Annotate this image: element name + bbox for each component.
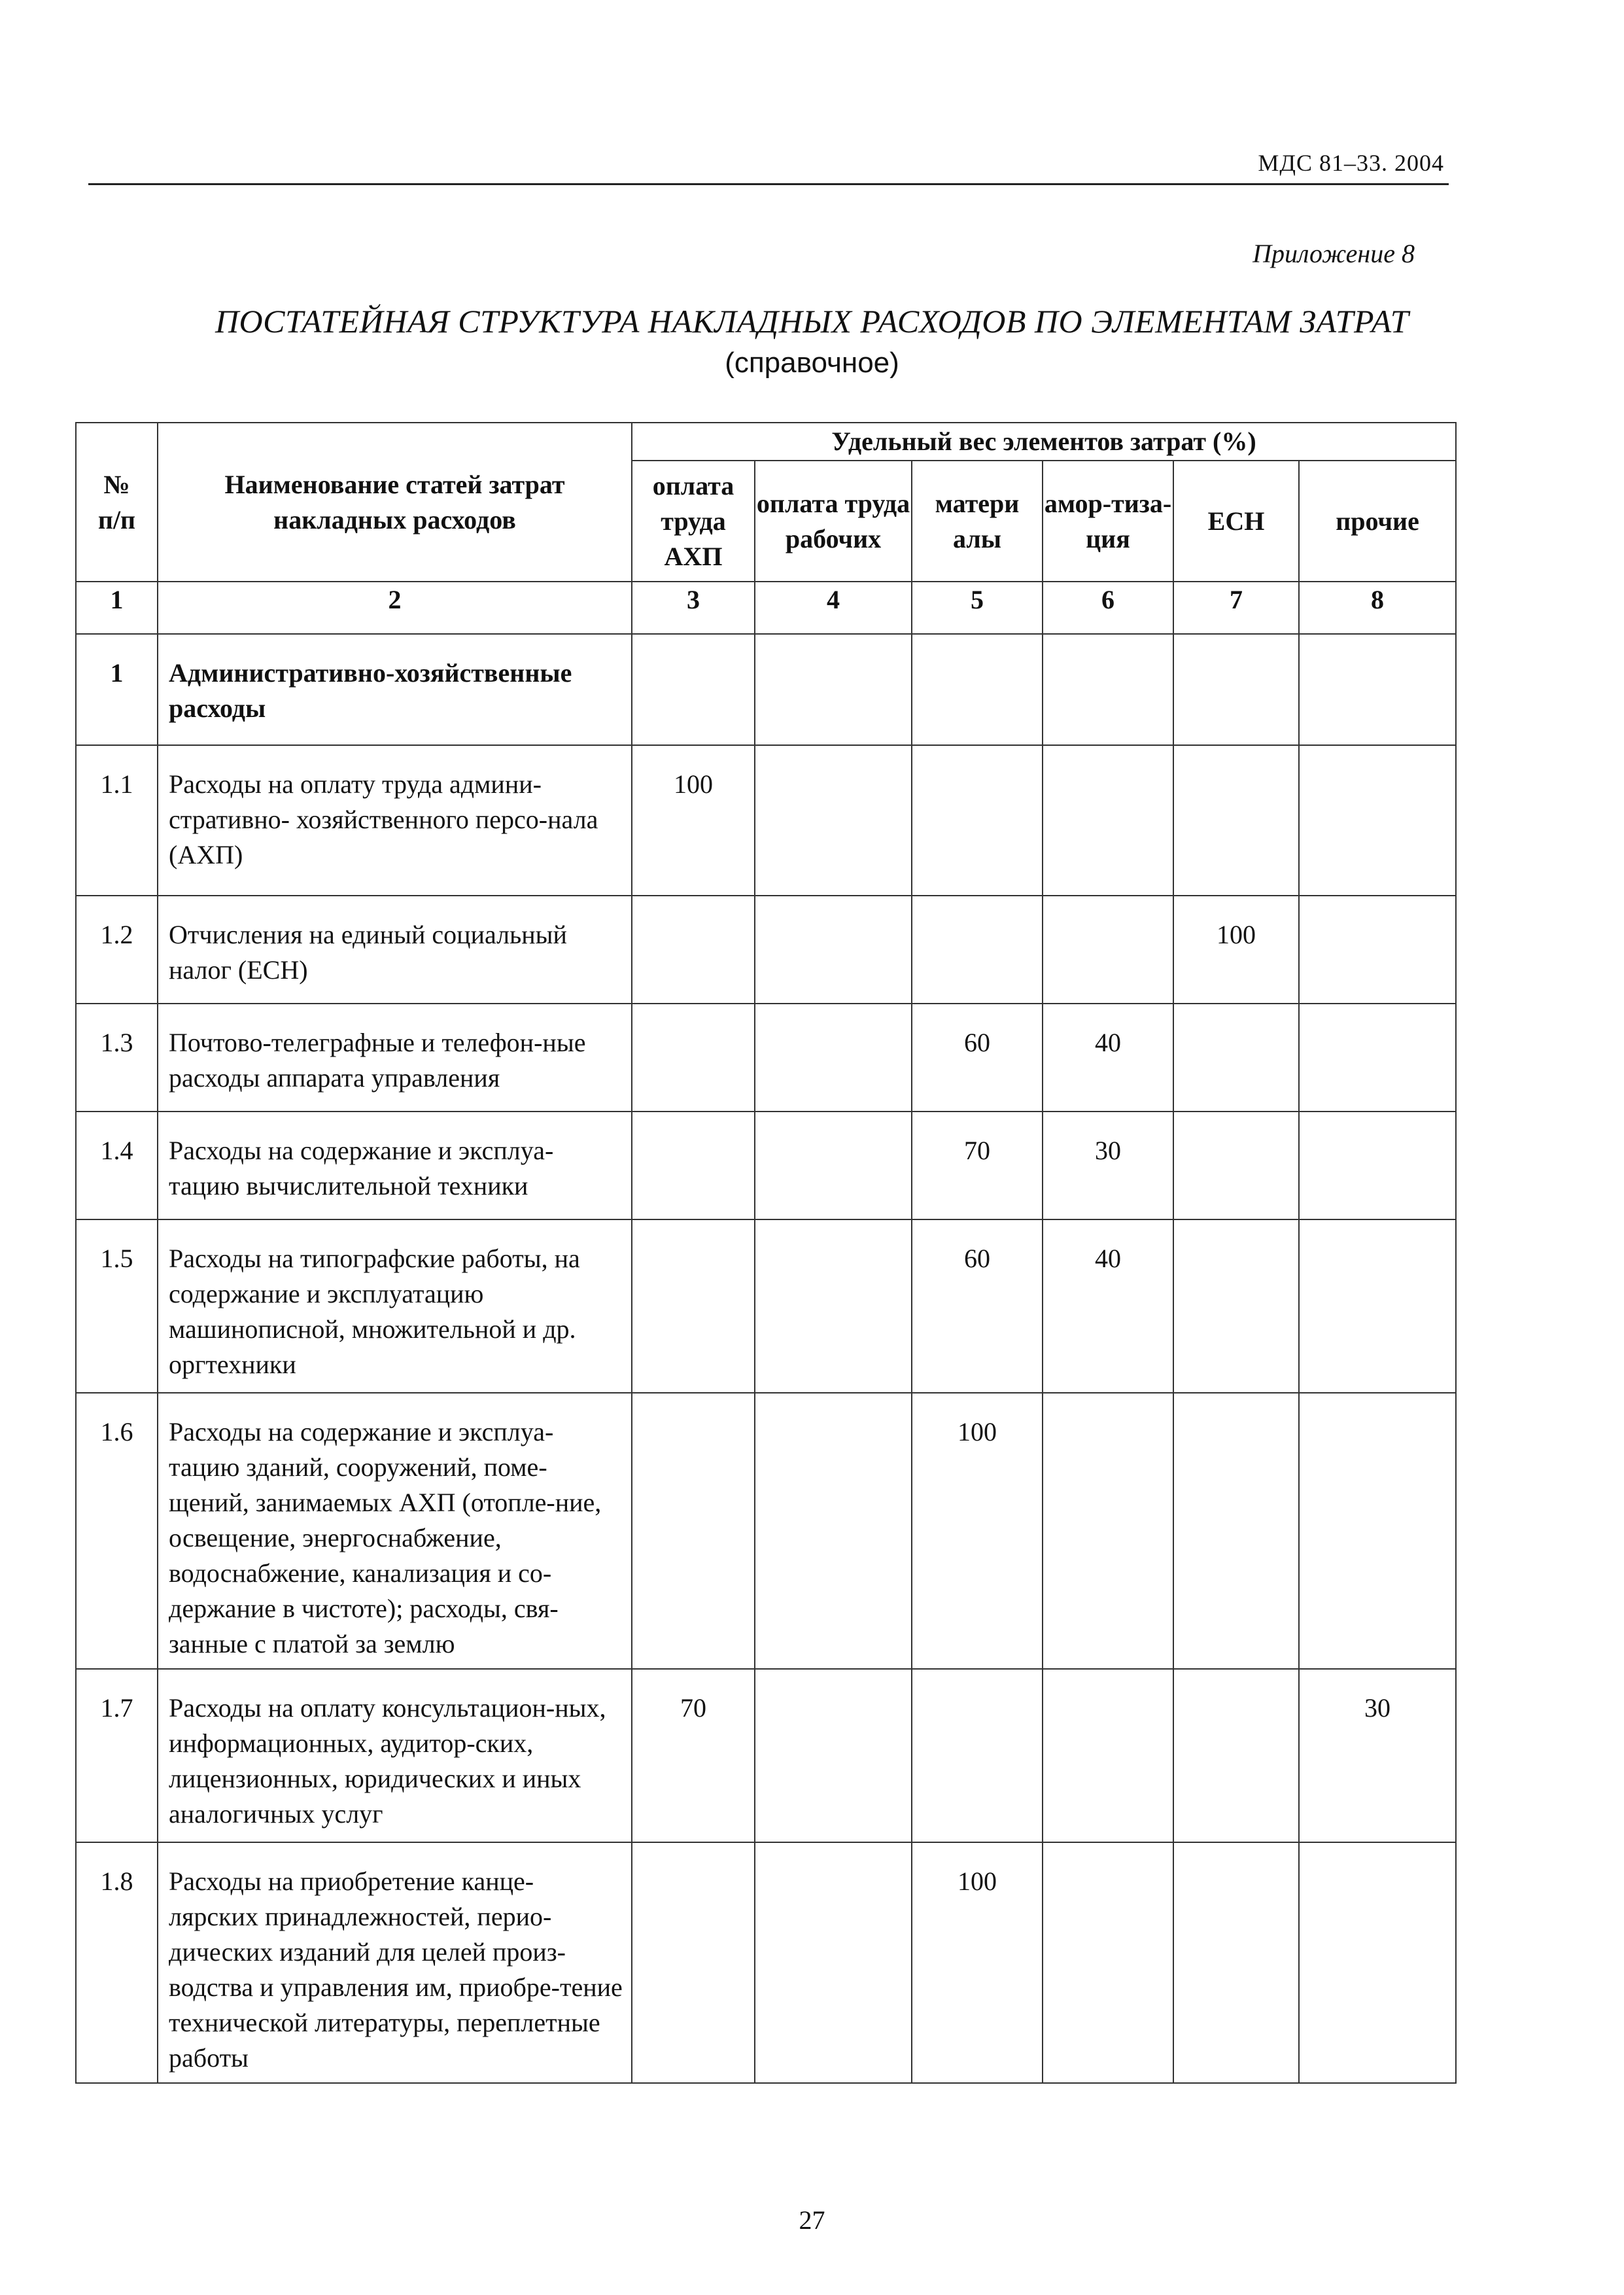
document-code: МДС 81–33. 2004	[1258, 150, 1444, 176]
column-header-4: оплата труда рабочих	[755, 461, 912, 582]
value-cell	[1299, 745, 1456, 896]
row-number: 1.3	[76, 1004, 158, 1112]
row-name: Расходы на типографские работы, на содержание и эксплуатацию машинописной, множительной и др. оргтехники	[158, 1219, 632, 1393]
row-number: 1.5	[76, 1219, 158, 1393]
value-cell	[632, 1004, 755, 1112]
column-header-5: матери алы	[912, 461, 1043, 582]
value-cell: 40	[1043, 1219, 1173, 1393]
value-cell	[912, 634, 1043, 745]
value-cell	[755, 1112, 912, 1219]
value-cell	[1043, 896, 1173, 1004]
row-name: Отчисления на единый социальный налог (ЕСН)	[158, 896, 632, 1004]
row-number: 1.4	[76, 1112, 158, 1219]
table-row	[76, 745, 1456, 896]
column-header-name: Наименование статей затрат накладных расходов	[158, 423, 632, 582]
table-row	[76, 1112, 1456, 1219]
column-number-5: 5	[912, 582, 1043, 634]
column-number-8: 8	[1299, 582, 1456, 634]
row-name: Расходы на содержание и эксплуа-тацию вычислительной техники	[158, 1112, 632, 1219]
cost-structure-table	[75, 422, 1457, 2084]
column-number-6: 6	[1043, 582, 1173, 634]
column-number-7: 7	[1173, 582, 1299, 634]
value-cell	[1043, 745, 1173, 896]
value-cell: 60	[912, 1004, 1043, 1112]
row-name: Расходы на оплату консультацион-ных, информационных, аудитор-ских, лицензионных, юридических и иных аналогичных услуг	[158, 1669, 632, 1842]
appendix-label: Приложение 8	[1253, 239, 1415, 268]
column-header-3: оплата труда АХП	[632, 461, 755, 582]
page-number: 27	[799, 2205, 825, 2235]
row-number: 1.1	[76, 745, 158, 896]
table-row	[76, 1842, 1456, 2083]
value-cell	[1043, 634, 1173, 745]
value-cell	[1173, 634, 1299, 745]
value-cell	[1173, 1004, 1299, 1112]
value-cell	[1299, 1842, 1456, 2083]
value-cell	[1173, 1669, 1299, 1842]
value-cell	[1299, 1219, 1456, 1393]
header-rule	[88, 183, 1449, 185]
row-number: 1.8	[76, 1842, 158, 2083]
value-cell	[755, 896, 912, 1004]
document-subtitle: (справочное)	[725, 347, 899, 379]
table-row	[76, 634, 1456, 745]
column-header-6: амор-тиза-ция	[1043, 461, 1173, 582]
value-cell	[755, 1004, 912, 1112]
value-cell	[755, 634, 912, 745]
column-number-3: 3	[632, 582, 755, 634]
value-cell	[632, 1219, 755, 1393]
value-cell	[632, 1842, 755, 2083]
value-cell	[632, 1112, 755, 1219]
value-cell	[1173, 1393, 1299, 1669]
column-header-8: прочие	[1299, 461, 1456, 582]
value-cell	[912, 1669, 1043, 1842]
column-header-7: ЕСН	[1173, 461, 1299, 582]
value-cell	[632, 896, 755, 1004]
value-cell	[755, 745, 912, 896]
value-cell	[755, 1393, 912, 1669]
column-group-header: Удельный вес элементов затрат (%)	[632, 423, 1456, 461]
value-cell	[1173, 1112, 1299, 1219]
row-number: 1.7	[76, 1669, 158, 1842]
value-cell	[1299, 896, 1456, 1004]
row-name: Расходы на содержание и эксплуа-тацию зданий, сооружений, поме-щений, занимаемых АХП (отопле-ние, освещение, энергоснабжение, водоснабжение, канализация и со-держание в чистоте); расходы, свя-занные с платой за землю	[158, 1393, 632, 1669]
row-number: 1.6	[76, 1393, 158, 1669]
value-cell	[912, 745, 1043, 896]
row-name: Административно-хозяйственные расходы	[158, 634, 632, 745]
value-cell	[1299, 634, 1456, 745]
value-cell	[1299, 1112, 1456, 1219]
value-cell	[1043, 1842, 1173, 2083]
value-cell	[755, 1219, 912, 1393]
value-cell: 100	[912, 1842, 1043, 2083]
table-row	[76, 1219, 1456, 1393]
value-cell: 100	[912, 1393, 1043, 1669]
value-cell	[1173, 1219, 1299, 1393]
value-cell: 70	[632, 1669, 755, 1842]
table-row	[76, 1004, 1456, 1112]
row-name: Почтово-телеграфные и телефон-ные расходы аппарата управления	[158, 1004, 632, 1112]
value-cell	[1173, 1842, 1299, 2083]
value-cell	[1299, 1393, 1456, 1669]
table-row	[76, 896, 1456, 1004]
value-cell	[632, 634, 755, 745]
value-cell	[1173, 745, 1299, 896]
value-cell: 30	[1299, 1669, 1456, 1842]
row-name: Расходы на приобретение канце-лярских принадлежностей, перио-дических изданий для целей произ-водства и управления им, приобре-тение технической литературы, переплетные работы	[158, 1842, 632, 2083]
value-cell	[912, 896, 1043, 1004]
column-number-4: 4	[755, 582, 912, 634]
column-number-2: 2	[158, 582, 632, 634]
value-cell	[755, 1669, 912, 1842]
table-row	[76, 1393, 1456, 1669]
value-cell	[1043, 1393, 1173, 1669]
value-cell	[755, 1842, 912, 2083]
column-header-number: № п/п	[76, 423, 158, 582]
value-cell: 70	[912, 1112, 1043, 1219]
value-cell	[1299, 1004, 1456, 1112]
document-title: ПОСТАТЕЙНАЯ СТРУКТУРА НАКЛАДНЫХ РАСХОДОВ ПО ЭЛЕМЕНТАМ ЗАТРАТ	[215, 303, 1409, 340]
row-number: 1.2	[76, 896, 158, 1004]
value-cell: 60	[912, 1219, 1043, 1393]
table-row	[76, 1669, 1456, 1842]
value-cell: 100	[1173, 896, 1299, 1004]
row-name: Расходы на оплату труда админи-стративно- хозяйственного персо-нала (АХП)	[158, 745, 632, 896]
column-number-1: 1	[76, 582, 158, 634]
value-cell	[632, 1393, 755, 1669]
value-cell	[1043, 1669, 1173, 1842]
value-cell: 30	[1043, 1112, 1173, 1219]
value-cell: 100	[632, 745, 755, 896]
value-cell: 40	[1043, 1004, 1173, 1112]
row-number: 1	[76, 634, 158, 745]
